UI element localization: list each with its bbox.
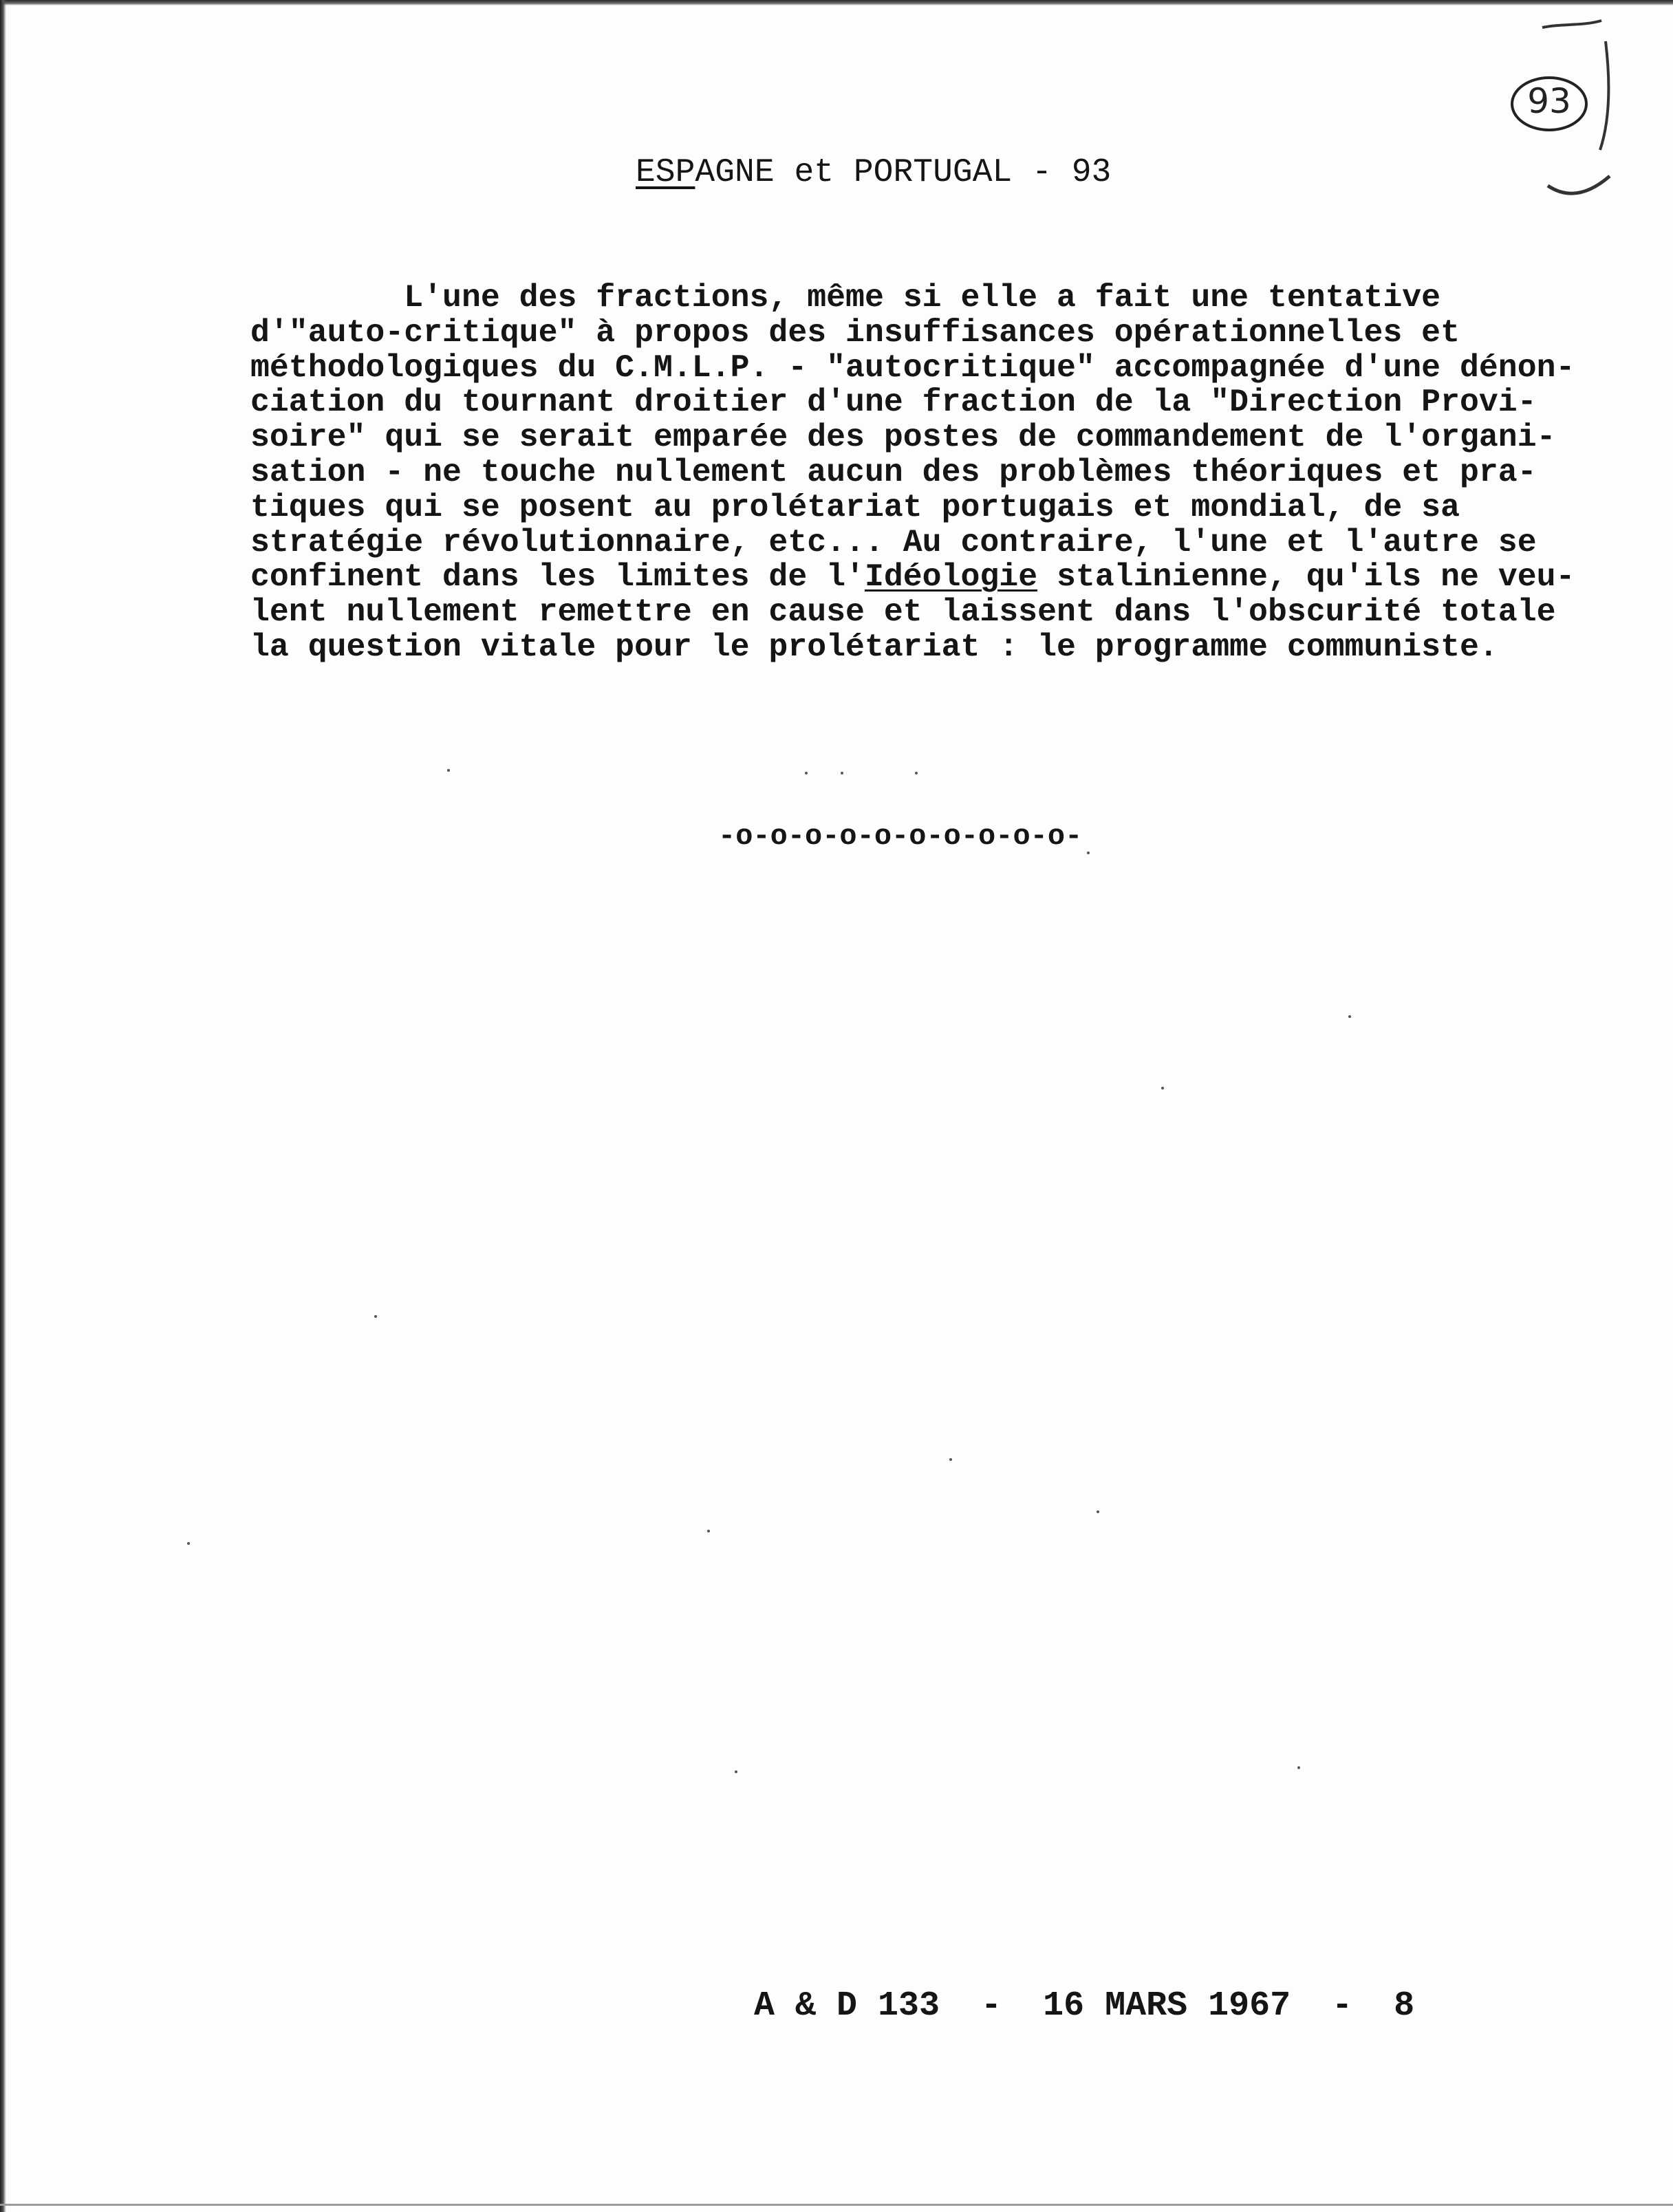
line-end: stalinienne, qu'ils ne veu-: [1037, 559, 1575, 596]
scan-speck: [1348, 1015, 1351, 1018]
page-header: [636, 154, 1111, 191]
section-separator: -o-o-o-o-o-o-o-o-o-o-: [718, 820, 1083, 853]
paragraph-line: tiques qui se posent au prolétariat portugais et mondial, de sa: [250, 488, 1460, 525]
line-start: confinent dans les limites de l': [250, 559, 865, 596]
scan-speck: [949, 1458, 952, 1461]
paragraph-line: sation - ne touche nullement aucun des problèmes théoriques et pra-: [250, 453, 1537, 490]
paragraph-line: soire" qui se serait emparée des postes de commandement de l'organi-: [250, 419, 1556, 456]
paragraph-line: la question vitale pour le prolétariat : le programme communiste.: [250, 628, 1498, 665]
paragraph-line: méthodologiques du C.M.L.P. - "autocritique" accompagnée d'une dénon-: [250, 349, 1575, 386]
paragraph-line: stratégie révolutionnaire, etc... Au contraire, l'une et l'autre se: [250, 523, 1537, 561]
scan-edge-bottom: [0, 2204, 1673, 2206]
page-number-text: 93: [1527, 81, 1571, 121]
header-rest: AGNE et PORTUGAL - 93: [695, 154, 1112, 191]
handwritten-page-number: [1508, 74, 1590, 133]
scan-speck: [805, 772, 808, 774]
scan-speck: [374, 1315, 377, 1318]
page-footer: A & D 133 - 16 MARS 1967 - 8: [754, 1986, 1415, 2026]
scan-speck: [707, 1530, 710, 1532]
scan-speck: [841, 772, 843, 774]
scan-speck: [735, 1770, 737, 1773]
underlined-word: Idéologie: [864, 559, 1038, 596]
header-underlined-part: ESP: [636, 154, 695, 191]
scan-speck: [447, 769, 450, 772]
paragraph-line: L'une des fractions, même si elle a fait une tentative: [250, 279, 1441, 316]
scan-speck: [1087, 852, 1090, 854]
scan-edge-left: [0, 0, 6, 2212]
scan-speck: [1161, 1087, 1164, 1089]
paragraph-line: d'"auto-critique" à propos des insuffisances opérationnelles et: [250, 314, 1460, 351]
body-paragraph: [250, 279, 1575, 665]
scan-speck: [1297, 1766, 1300, 1769]
paragraph-line: lent nullement remettre en cause et laissent dans l'obscurité totale: [250, 594, 1556, 631]
paragraph-line: [250, 559, 1575, 596]
paragraph-line: ciation du tournant droitier d'une fraction de la "Direction Provi-: [250, 384, 1537, 421]
scan-speck: [915, 772, 918, 774]
scan-speck: [1097, 1510, 1099, 1513]
scan-speck: [187, 1542, 190, 1545]
scan-edge-top: [0, 0, 1673, 6]
